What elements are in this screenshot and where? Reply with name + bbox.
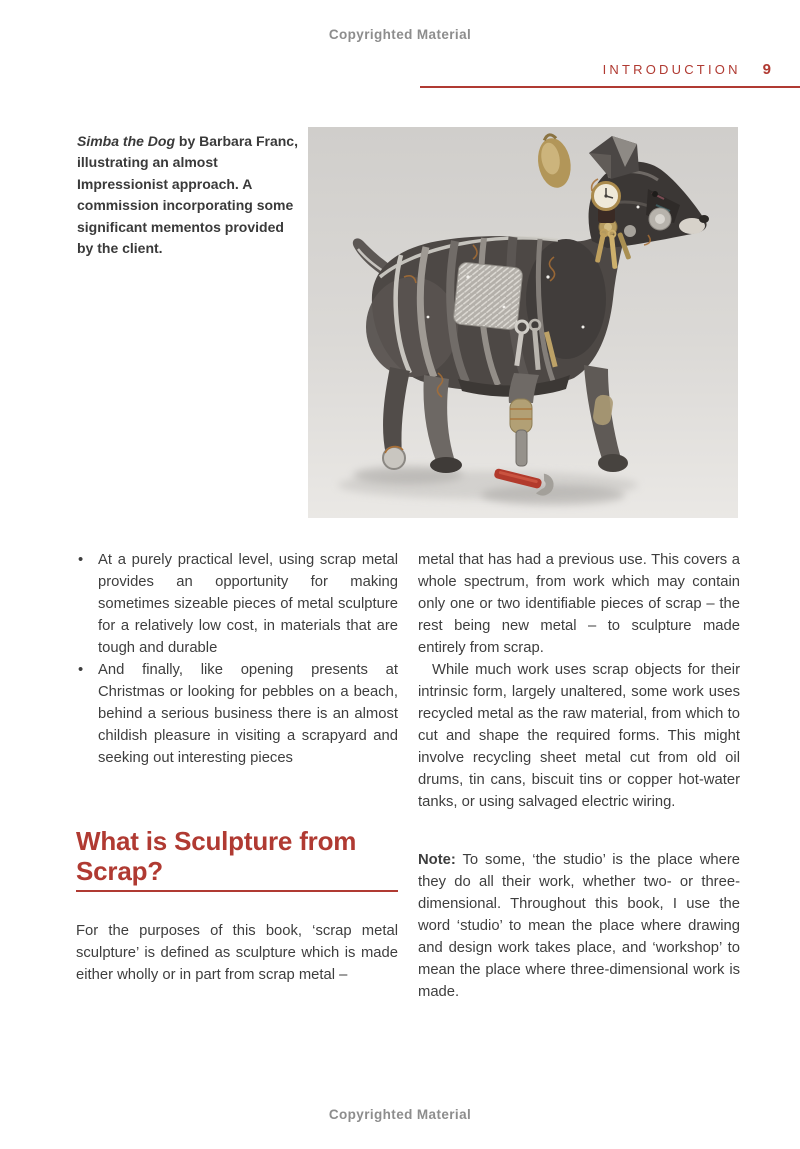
bullet-text: At a purely practical level, using scrap metal provides an opportunity for making sometimes sizeable pieces of metal sculpture for a relatively low cost, in materials that are tough and durable: [98, 552, 398, 656]
bullet-list: [76, 549, 398, 769]
bullet-dot: •: [78, 662, 84, 678]
page-watermark-bottom: Copyrighted Material: [328, 1107, 472, 1122]
dog-nose: [699, 215, 709, 223]
figure-caption: [77, 131, 299, 259]
dog-eye: [652, 191, 658, 197]
bullet-dot: •: [78, 552, 84, 568]
body-paragraph: While much work uses scrap objects for their intrinsic form, largely unaltered, some work uses recycled metal as the raw material, from which to cut and shape the required forms. This might involve recycling sheet metal cut from old oil drums, tin cans, biscuit tins or copper hot-water tanks, or using salvaged electric wiring.: [418, 662, 740, 810]
bullet-item: [76, 659, 398, 769]
body-paragraph: For the purposes of this book, ‘scrap metal sculpture’ is defined as sculpture which is made either wholly or in part from scrap metal –: [76, 923, 398, 983]
left-column: [76, 549, 398, 986]
running-head: [603, 61, 771, 78]
page-watermark-top: Copyrighted Material: [328, 27, 472, 42]
dog-sculpture-photo: [308, 127, 738, 518]
section-heading: What is Sculpture from Scrap?: [76, 826, 357, 886]
running-head-section: INTRODUCTION: [602, 62, 741, 77]
figure-caption-title: Simba the Dog: [77, 133, 176, 149]
note-paragraph: [418, 849, 740, 1003]
bullet-text: And finally, like opening presents at Christmas or looking for pebbles on a beach, behind a serious business there is an almost childish pleasure in visiting a scrapyard and seeking out interesting pieces: [98, 662, 398, 766]
bullet-item: [76, 549, 398, 659]
running-head-rule: [420, 86, 800, 88]
note-label: Note:: [418, 852, 456, 868]
figure-caption-text: by Barbara Franc, illustrating an almost Impressionist approach. A commission incorporating some significant mementos provided by the client.: [77, 133, 298, 257]
page-number: 9: [762, 61, 771, 78]
body-paragraph: metal that has had a previous use. This covers a whole spectrum, from work which may contain only one or two identifiable pieces of scrap – the rest being new metal – to sculpture made entirely from scrap.: [418, 552, 740, 656]
note-text: To some, ‘the studio’ is the place where they do all their work, whether two- or three-dimensional. Throughout this book, I use the word ‘studio’ to mean the place where drawing and design work takes place, and ‘workshop’ to mean the place where three-dimensional work is made.: [418, 852, 740, 1000]
right-column: [418, 549, 740, 1003]
section-heading-rule: [76, 890, 398, 892]
